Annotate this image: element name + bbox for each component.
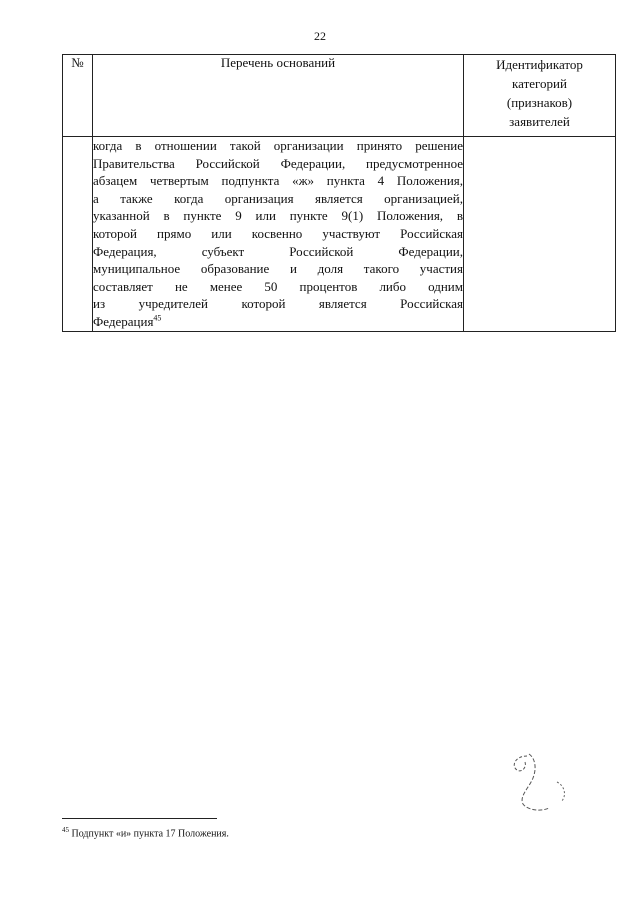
- table-row: [63, 137, 616, 332]
- table-header-row: [63, 55, 616, 137]
- basis-line: абзацем четвертым подпункта «ж» пункта 4 Положения,: [93, 173, 463, 189]
- basis-line-text: Федерация: [93, 313, 154, 329]
- header-number: №: [63, 55, 93, 137]
- basis-line: из учредителей которой является Российская: [93, 296, 463, 312]
- signature-mark: [505, 752, 575, 814]
- footnote-number: 45: [62, 826, 69, 834]
- header-basis: Перечень оснований: [93, 55, 464, 137]
- basis-line: Правительства Российской Федерации, предусмотренное: [93, 155, 463, 171]
- basis-line: Федерация, субъект Российской Федерации,: [93, 243, 463, 259]
- footnote-reference[interactable]: 45: [153, 313, 162, 323]
- basis-line: которой прямо или косвенно участвуют Российская: [93, 225, 463, 241]
- header-identifier-line: Идентификатор: [496, 57, 583, 72]
- header-identifier: [464, 55, 616, 137]
- basis-line: муниципальное образование и доля такого участия: [93, 261, 463, 277]
- footnote-divider: [62, 818, 217, 819]
- row-number-cell: [63, 137, 93, 332]
- basis-line: указанной в пункте 9 или пункте 9(1) Положения, в: [93, 208, 463, 224]
- header-identifier-line: заявителей: [509, 114, 570, 129]
- header-identifier-line: категорий: [512, 76, 567, 91]
- basis-line: составляет не менее 50 процентов либо одним: [93, 278, 463, 294]
- page-number: 22: [314, 29, 326, 43]
- basis-line: когда в отношении такой организации принято решение: [93, 138, 463, 153]
- header-identifier-line: (признаков): [506, 95, 573, 110]
- footnote-text: Подпункт «и» пункта 17 Положения.: [71, 828, 229, 840]
- basis-cell: [93, 137, 464, 332]
- identifier-cell: [464, 137, 616, 332]
- basis-line: а также когда организация является организацией,: [93, 190, 463, 206]
- footnote: [62, 826, 229, 839]
- basis-line-last: [93, 313, 463, 331]
- grounds-table: [62, 54, 616, 332]
